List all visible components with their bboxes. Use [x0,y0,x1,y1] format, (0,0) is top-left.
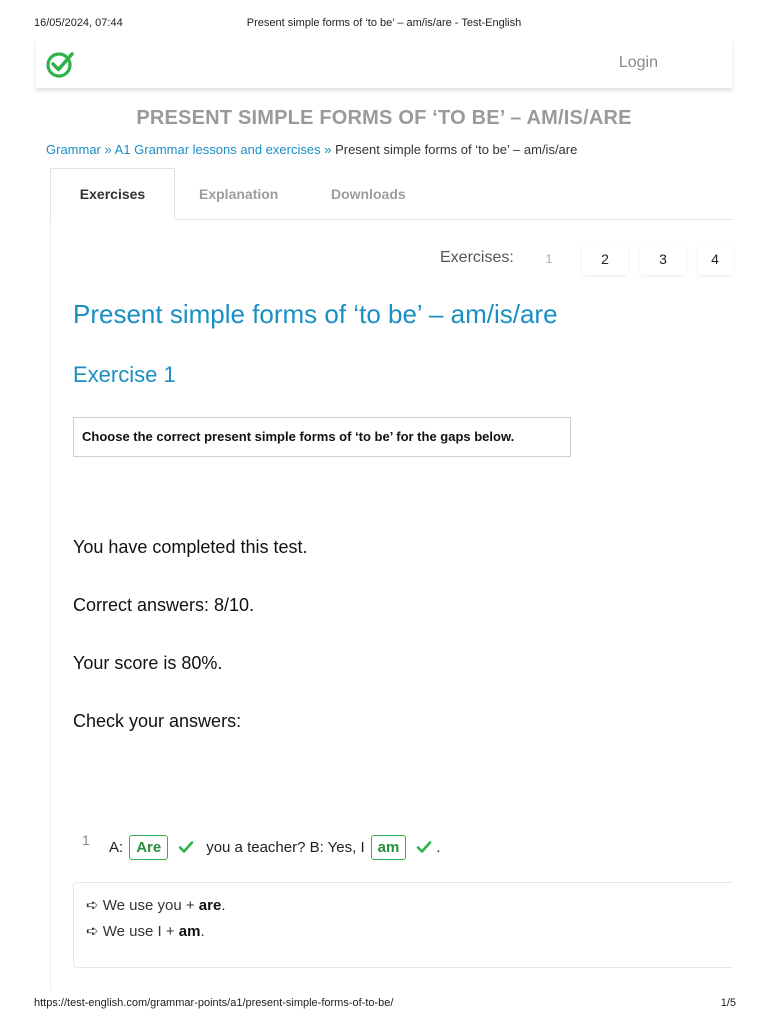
question-text: A: [109,838,124,856]
print-page-number: 1/5 [720,997,736,1009]
exercise-heading: Exercise 1 [73,362,176,387]
explanation-end: . [200,923,205,940]
content-border [50,220,51,990]
tab-exercises[interactable]: Exercises [50,168,175,220]
pager-item-4[interactable]: 4 [697,243,733,275]
answer-box: Are [129,835,168,860]
explanation-bold: are [198,897,222,914]
explanation-bold: am [178,923,201,940]
print-url: https://test-english.com/grammar-points/a1/present-simple-forms-of-to-be/ [34,997,394,1009]
question-text: you a teacher? B: Yes, I [206,838,365,856]
check-icon [416,840,432,854]
instruction-box: Choose the correct present simple forms of ‘to be’ for the gaps below. [73,417,571,457]
pager-item-1[interactable]: 1 [526,243,572,275]
explanation-text: We use you + [102,897,199,914]
explanation-end: . [221,897,226,914]
explanation-line [86,896,225,914]
tab-downloads[interactable]: Downloads [331,186,406,202]
print-title: Present simple forms of ‘to be’ – am/is/are - Test-English [246,17,522,29]
score: Your score is 80%. [73,653,223,673]
question-line [109,832,441,862]
explanation-box [73,882,732,968]
breadcrumb-link-grammar[interactable]: Grammar [46,142,101,157]
site-header [36,38,732,88]
arrow-icon: ➪ [86,897,99,914]
breadcrumb [46,142,577,157]
breadcrumb-current: Present simple forms of ‘to be’ – am/is/are [335,142,578,157]
tab-explanation[interactable]: Explanation [199,186,279,202]
answer-box: am [371,835,407,860]
breadcrumb-separator: » [324,142,332,157]
completed-message: You have completed this test. [73,537,308,557]
exercises-pager-label: Exercises: [440,249,514,266]
check-answers-label: Check your answers: [73,711,242,731]
pager-item-3[interactable]: 3 [640,243,686,275]
breadcrumb-separator: » [104,142,112,157]
correct-answers: Correct answers: 8/10. [73,595,255,615]
explanation-text: We use I + [102,923,179,940]
check-icon [178,840,194,854]
login-link[interactable]: Login [618,54,658,71]
breadcrumb-link-a1[interactable]: A1 Grammar lessons and exercises [114,142,321,157]
explanation-line [86,922,205,940]
print-date: 16/05/2024, 07:44 [34,17,123,29]
pager-item-2[interactable]: 2 [582,243,628,275]
page-title: PRESENT SIMPLE FORMS OF ‘TO BE’ – AM/IS/ARE [136,107,632,129]
lesson-heading: Present simple forms of ‘to be’ – am/is/are [73,299,558,329]
question-text: . [436,838,441,856]
arrow-icon: ➪ [86,923,99,940]
question-number: 1 [82,832,90,848]
check-circle-icon[interactable] [45,49,75,79]
